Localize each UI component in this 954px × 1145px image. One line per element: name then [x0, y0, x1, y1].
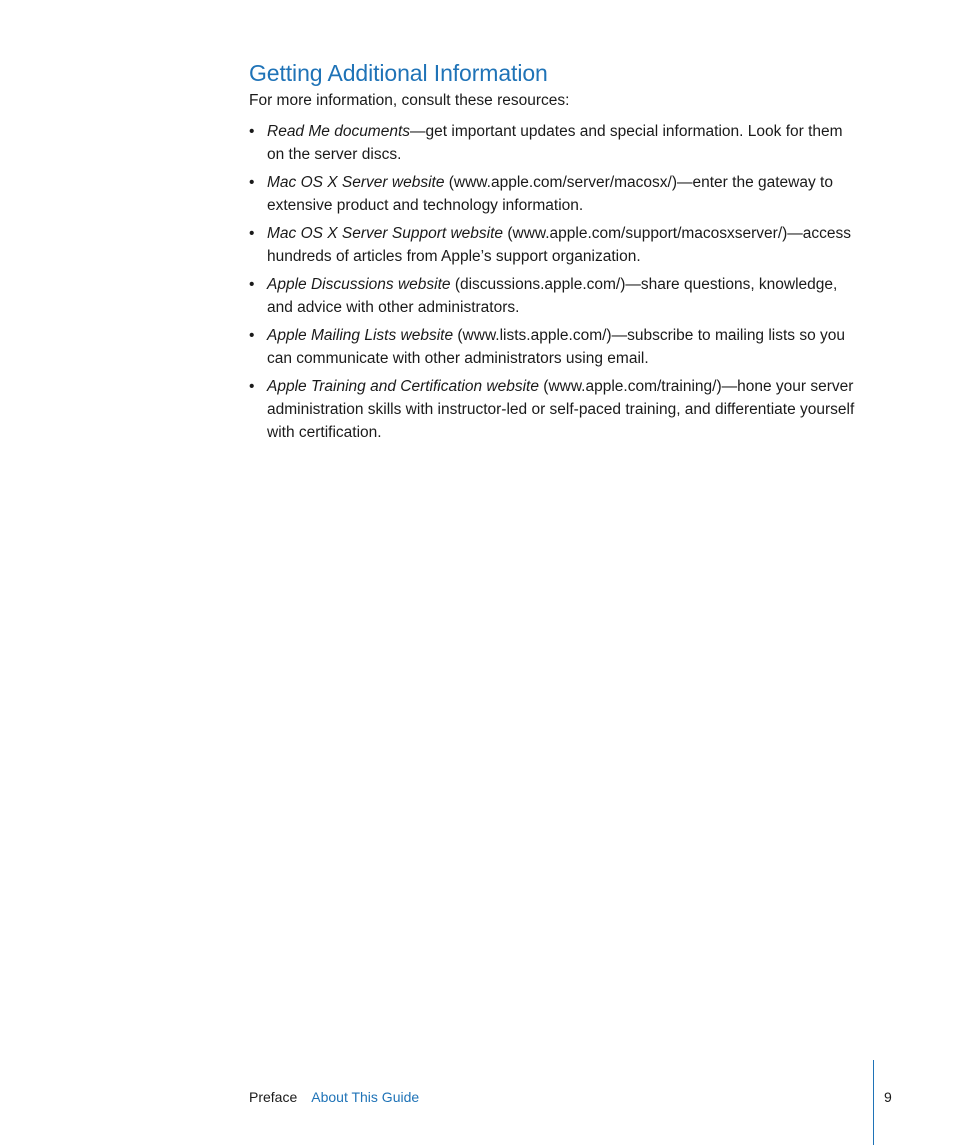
bullet-glyph: •: [249, 378, 255, 395]
bullet-glyph: •: [249, 123, 255, 140]
footer-chapter-title: About This Guide: [311, 1089, 420, 1105]
resource-item-read-me: [249, 120, 864, 166]
intro-text: For more information, consult these resources:: [249, 92, 570, 109]
resource-title: Apple Discussions website: [267, 276, 451, 293]
footer-divider: [873, 1060, 874, 1145]
resource-title: Mac OS X Server Support website: [267, 225, 504, 242]
page-footer: [249, 1088, 419, 1106]
resource-item-support-website: [249, 222, 864, 268]
footer-section-label: Preface: [249, 1089, 298, 1105]
resource-list: [249, 120, 864, 444]
resource-item-server-website: [249, 171, 864, 217]
bullet-glyph: •: [249, 276, 255, 293]
resource-description: (www.apple.com/training/)—hone your server administration skills with instructor-led or self-paced training, and differentiate yourself with certification.: [267, 378, 855, 441]
page-content: [249, 58, 864, 449]
resource-description: (www.lists.apple.com/)—subscribe to mailing lists so you can communicate with other administrators using email.: [267, 327, 846, 367]
resource-title: Apple Training and Certification website: [267, 378, 539, 395]
resource-title: Read Me documents: [267, 123, 411, 140]
resource-description: (www.apple.com/support/macosxserver/)—access hundreds of articles from Apple’s support organization.: [267, 225, 852, 265]
resource-description: (www.apple.com/server/macosx/)—enter the gateway to extensive product and technology information.: [267, 174, 833, 214]
resource-item-mailing-lists-website: [249, 324, 864, 370]
resource-item-training-website: [249, 375, 864, 444]
resource-description: (discussions.apple.com/)—share questions, knowledge, and advice with other administrators.: [267, 276, 838, 316]
resource-item-discussions-website: [249, 273, 864, 319]
resource-description: —get important updates and special information. Look for them on the server discs.: [267, 123, 843, 163]
resource-title: Apple Mailing Lists website: [267, 327, 454, 344]
section-heading: Getting Additional Information: [249, 60, 548, 86]
bullet-glyph: •: [249, 174, 255, 191]
page-number: 9: [884, 1089, 892, 1105]
resource-title: Mac OS X Server website: [267, 174, 445, 191]
bullet-glyph: •: [249, 327, 255, 344]
bullet-glyph: •: [249, 225, 255, 242]
